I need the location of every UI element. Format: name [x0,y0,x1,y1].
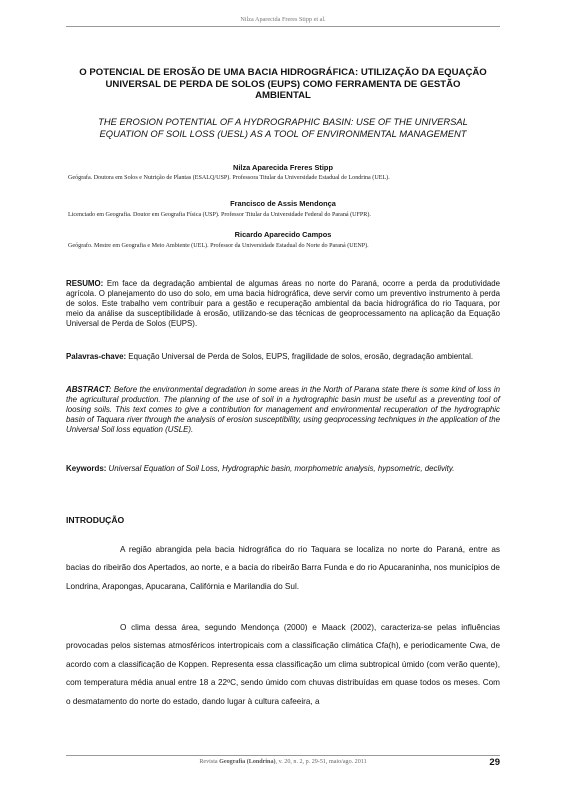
palavras-chave-label: Palavras-chave: [66,352,127,361]
resumo-paragraph [66,279,500,329]
journal-name: Geografia (Londrina) [219,759,276,765]
section-heading-introducao: INTRODUÇÃO [66,515,125,525]
keywords-text: Universal Equation of Soil Loss, Hydrographic basin, morphometric analysis, hypsometric, declivity. [106,464,455,473]
resumo-text: Em face da degradação ambiental de algumas áreas no norte do Paraná, ocorre a perda da produtividade agrícola. O planejamento do uso do solo, em uma bacia hidrográfica, deve servir como um preventivo instrumento à perda de solos. Este trabalho vem contribuir para a gestão e recuperação ambiental da bacia hidrográfica do rio Taquara, por meio da análise da susceptibilidade à erosão, utilizando-se das técnicas de geoprocessamento na aplicação da Equação Universal de Perda de Solos (EUPS). [66,279,500,328]
author-affiliation-1: Geógrafa. Doutora em Solos e Nutrição de Plantas (ESALQ/USP). Professora Titular da Universidade Estadual de Londrina (UEL). [68,175,390,181]
keywords-label: Keywords: [66,464,107,473]
footer-rule [66,755,500,756]
title-portuguese: O POTENCIAL DE EROSÃO DE UMA BACIA HIDROGRÁFICA: UTILIZAÇÃO DA EQUAÇÃO UNIVERSAL DE PERDA DE SOLOS (EUPS) COMO FERRAMENTA DE GESTÃO AMBIENTAL [79,67,487,101]
abstract-text: Before the environmental degradation in some areas in the North of Parana state there is some kind of loss in the agricultural production. The planning of the use of soil in a hydrographic basin must be useful as a preventing tool of loosing soils. This text comes to give a contribution for management and environmental recuperation of the hydrographic basin of Taquara river through the analysis of erosion susceptibility, using geoprocessing techniques in the application of the Universal Soil loss equation (USLE). [66,385,500,434]
header-rule [66,26,500,27]
palavras-chave-text: Equação Universal de Perda de Solos, EUPS, fragilidade de solos, erosão, degradação ambiental. [126,352,474,361]
running-head: Nilza Aparecida Freres Stipp et al. [240,16,326,23]
title-english: THE EROSION POTENTIAL OF A HYDROGRAPHIC BASIN: USE OF THE UNIVERSAL EQUATION OF SOIL LOSS (UESL) AS A TOOL OF ENVIRONMENTAL MANAGEMENT [98,116,468,139]
author-name-1: Nilza Aparecida Freres Stipp [233,163,333,172]
introducao-paragraph-1: A região abrangida pela bacia hidrográfica do rio Taquara se localiza no norte do Paraná, entre as bacias do ribeirão dos Apertados, ao norte, e a bacia do ribeirão Barra Funda e do rio Apucaraninha, nos municípios de Londrina, Arapongas, Apucarana, Califórnia e Marilandia do Sul. [66,545,500,591]
palavras-chave-paragraph [66,352,500,362]
author-affiliation-2: Licenciado em Geografia. Doutor em Geografia Física (USP). Professor Titular da Universidade Federal do Paraná (UFPR). [68,212,371,218]
journal-citation [66,758,500,767]
resumo-label: RESUMO: [66,279,104,288]
abstract-paragraph [66,385,500,435]
author-affiliation-3: Geógrafo. Mestre em Geografia e Meio Ambiente (UEL). Professor da Universidade Estadual do Norte do Paraná (UENP). [68,243,369,249]
citation-prefix: Revista [199,759,220,765]
keywords-paragraph [66,464,500,474]
citation-details: , v. 20, n. 2, p. 29-51, maio/ago. 2011 [275,759,367,765]
page-number: 29 [489,757,500,768]
author-name-3: Ricardo Aparecido Campos [234,230,332,239]
introducao-paragraph-2: O clima dessa área, segundo Mendonça (2000) e Maack (2002), caracteriza-se pelas influências provocadas pelos sistemas atmosféricos intertropicais com a classificação climática Cfa(h), e periodicamente Cwa, de acordo com a classificação de Koppen. Representa essa classificação um clima subtropical úmido (com verão quente), com temperatura média anual entre 18 a 22ºC, sendo úmido com chuvas distribuídas em quase todos os meses. Com o desmatamento do norte do estado, dando lugar à cultura cafeeira, a [66,623,500,706]
author-name-2: Francisco de Assis Mendonça [230,199,336,208]
abstract-label: ABSTRACT: [66,385,112,394]
